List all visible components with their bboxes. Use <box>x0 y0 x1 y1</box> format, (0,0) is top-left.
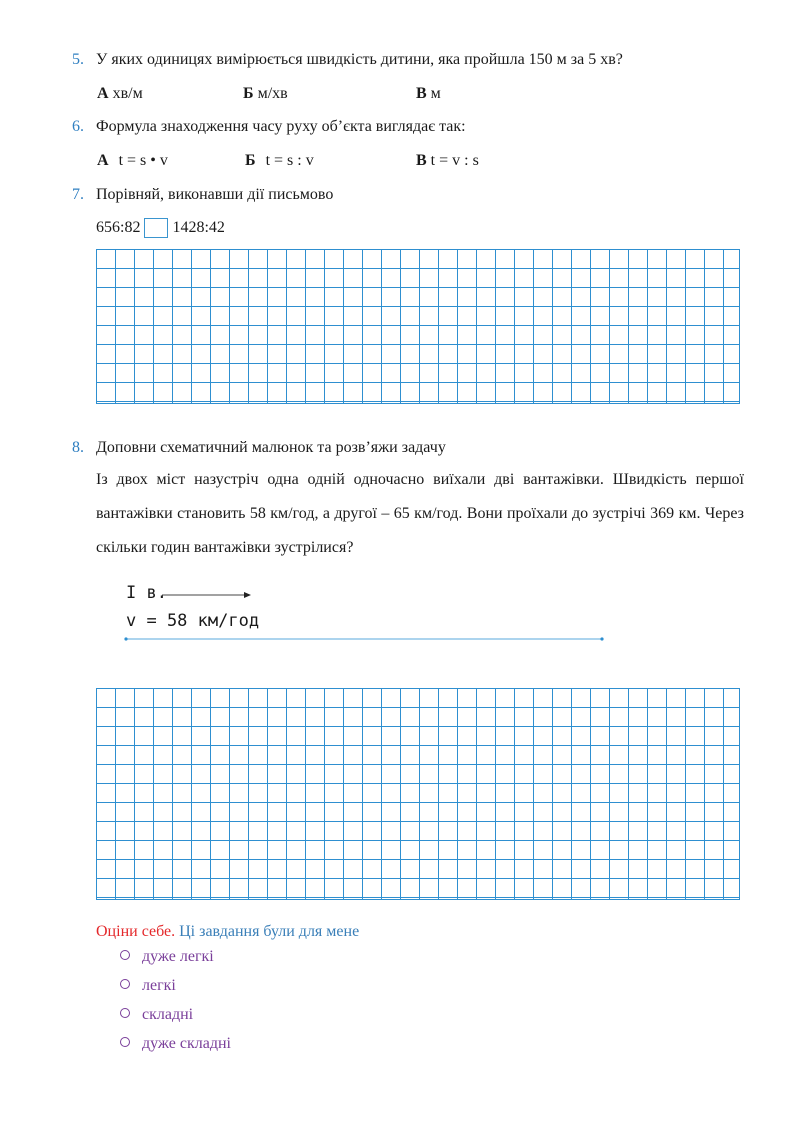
radio-circle-icon[interactable] <box>120 979 130 989</box>
question-number: 6. <box>72 118 84 135</box>
question-text: Порівняй, виконавши дії письмово <box>96 186 334 203</box>
problem-text: Із двох міст назустріч одна одній одночасно виїхали дві вантажівки. Швидкість першої вантажівки становить 58 км/год, а другої – 65 км/год. Вони проїхали до зустрічі 369 км. Через скільки годин вантажівки зустрілися? <box>96 471 744 556</box>
solution-grid[interactable] <box>96 688 740 900</box>
radio-circle-icon[interactable] <box>120 1037 130 1047</box>
self-assessment-title: Оціни себе. Ці завдання були для мене <box>96 923 360 940</box>
rating-option-very-easy[interactable]: дуже легкі <box>120 947 214 967</box>
question-text: У яких одиницях вимірюється швидкість дитини, яка пройшла 150 м за 5 хв? <box>96 51 623 68</box>
answer-option-c[interactable]: В t = v : s <box>416 152 479 169</box>
speed-label: v = 58 км/год <box>126 611 260 631</box>
radio-circle-icon[interactable] <box>120 1008 130 1018</box>
right-expression: 1428:42 <box>172 219 225 236</box>
question-number: 7. <box>72 186 84 203</box>
answer-option-a[interactable]: А хв/м <box>97 85 143 102</box>
question-text: Доповни схематичний малюнок та розв’яжи задачу <box>96 439 446 456</box>
answer-option-b[interactable]: Б t = s : v <box>245 152 314 169</box>
answer-option-b[interactable]: Б м/хв <box>243 85 288 102</box>
writing-grid[interactable] <box>96 249 740 404</box>
truck-label: I в. <box>126 583 167 603</box>
truck-direction-arrow <box>160 588 255 602</box>
rating-option-very-hard[interactable]: дуже складні <box>120 1034 231 1054</box>
rating-option-easy[interactable]: легкі <box>120 976 176 996</box>
question-number: 5. <box>72 51 84 68</box>
question-number: 8. <box>72 439 84 456</box>
radio-circle-icon[interactable] <box>120 950 130 960</box>
comparison-answer-box[interactable] <box>144 218 168 238</box>
question-5 <box>72 50 623 70</box>
left-expression: 656:82 <box>96 219 141 236</box>
comparison-row <box>96 218 225 238</box>
question-8 <box>72 438 446 458</box>
question-7 <box>72 185 333 205</box>
question-6 <box>72 117 466 137</box>
question-text: Формула знаходження часу руху об’єкта виглядає так: <box>96 118 466 135</box>
answer-option-a[interactable]: А t = s • v <box>97 152 168 169</box>
distance-segment[interactable] <box>122 633 608 645</box>
answer-option-c[interactable]: В м <box>416 85 441 102</box>
rating-option-hard[interactable]: складні <box>120 1005 193 1025</box>
